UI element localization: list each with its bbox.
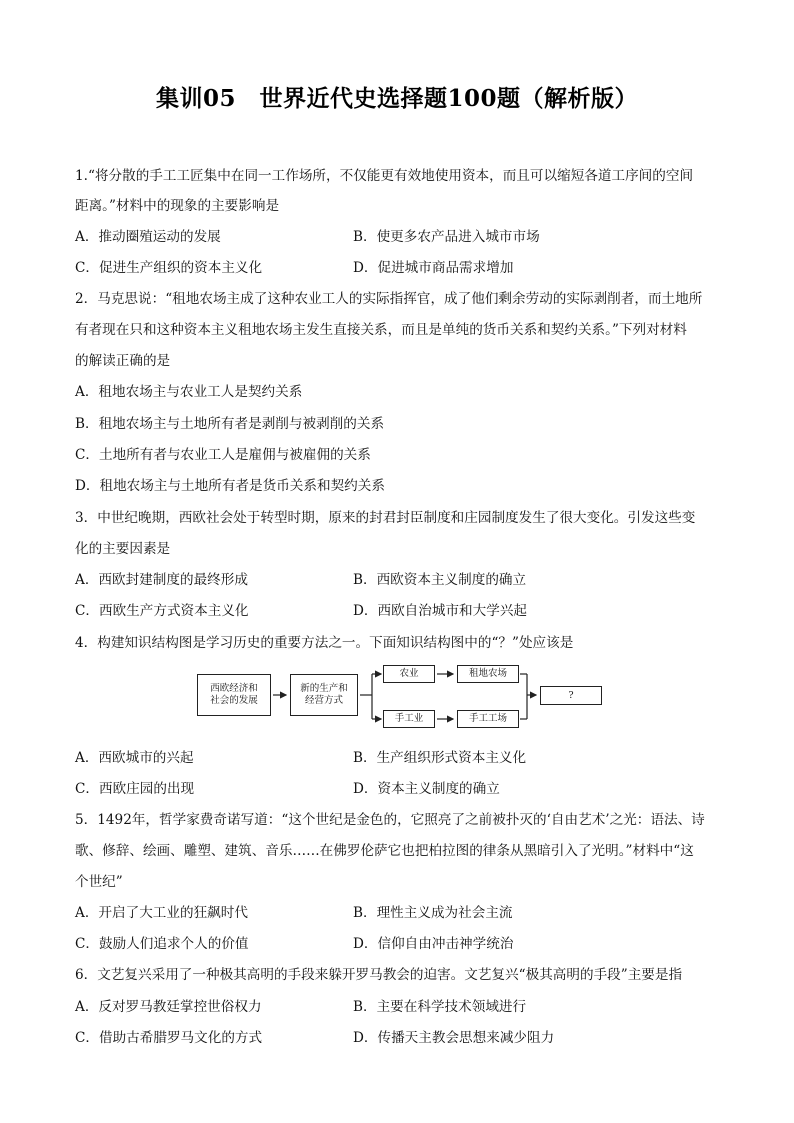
box-economy-society: 西欧经济和 社会的发展 [197,674,271,716]
question-5-line-3: 个世纪” [75,874,123,890]
question-5-option-d[interactable]: D．信仰自由冲击神学统治 [353,936,514,952]
question-5-option-a[interactable]: A．开启了大工业的狂飙时代 [75,905,248,921]
question-2-option-a[interactable]: A．租地农场主与农业工人是契约关系 [75,384,303,400]
page-title: 集训05 世界近代史选择题100题（解析版） [155,85,639,112]
question-1-option-a[interactable]: A．推动圈殖运动的发展 [75,229,221,245]
question-1-option-c[interactable]: C．促进生产组织的资本主义化 [75,260,263,276]
question-1-option-b[interactable]: B．使更多农产品进入城市市场 [353,229,540,245]
question-6-option-b[interactable]: B．主要在科学技术领域进行 [353,999,527,1015]
question-2-line-3: 的解读正确的是 [75,353,171,369]
question-6-option-a[interactable]: A．反对罗马教廷掌控世俗权力 [75,999,262,1015]
question-4-line-1: 4．构建知识结构图是学习历史的重要方法之一。下面知识结构图中的“？”处应该是 [75,635,574,651]
question-3-option-c[interactable]: C．西欧生产方式资本主义化 [75,603,249,619]
question-2-line-1: 2．马克思说：“租地农场主成了这种农业工人的实际指挥官，成了他们剩余劳动的实际剥削者，而土地所 [75,291,703,307]
question-2-option-c[interactable]: C．土地所有者与农业工人是雇佣与被雇佣的关系 [75,447,371,463]
question-6-option-d[interactable]: D．传播天主教会思想来减少阻力 [353,1030,555,1046]
box-workshop: 手工工场 [457,710,519,728]
question-3-line-1: 3．中世纪晚期，西欧社会处于转型时期，原来的封君封臣制度和庄园制度发生了很大变化。引发这些变 [75,510,696,526]
box-new-production: 新的生产和 经营方式 [290,674,358,716]
question-5-line-1: 5．1492年，哲学家费奇诺写道：“这个世纪是金色的，它照亮了之前被扑灭的‘自由艺术’之光：语法、诗 [75,812,705,828]
question-5-option-b[interactable]: B．理性主义成为社会主流 [353,905,513,921]
question-5-option-c[interactable]: C．鼓励人们追求个人的价值 [75,936,249,952]
question-6-option-c[interactable]: C．借助古希腊罗马文化的方式 [75,1030,263,1046]
question-2-option-b[interactable]: B．租地农场主与土地所有者是剥削与被剥削的关系 [75,416,385,432]
question-4-option-b[interactable]: B．生产组织形式资本主义化 [353,750,527,766]
question-4-option-a[interactable]: A．西欧城市的兴起 [75,750,194,766]
question-2-line-2: 有者现在只和这种资本主义租地农场主发生直接关系，而且是单纯的货币关系和契约关系。”下列对材料 [75,322,687,338]
question-3-line-2: 化的主要因素是 [75,541,171,557]
box-agriculture: 农业 [383,665,435,683]
question-2-option-d[interactable]: D．租地农场主与土地所有者是货币关系和契约关系 [75,478,385,494]
box-unknown-result: ? [540,686,602,705]
question-4-option-d[interactable]: D．资本主义制度的确立 [353,781,500,797]
box-handicraft: 手工业 [383,710,435,728]
question-3-option-d[interactable]: D．西欧自治城市和大学兴起 [353,603,528,619]
question-1-line-1: 1.“将分散的手工工匠集中在同一工作场所，不仅能更有效地使用资本，而且可以缩短各道工序间的空间 [75,168,694,184]
question-1-option-d[interactable]: D．促进城市商品需求增加 [353,260,514,276]
question-3-option-b[interactable]: B．西欧资本主义制度的确立 [353,572,527,588]
question-4-option-c[interactable]: C．西欧庄园的出现 [75,781,195,797]
knowledge-structure-diagram [195,660,607,742]
question-1-line-2: 距离。”材料中的现象的主要影响是 [75,198,280,214]
question-6-line-1: 6．文艺复兴采用了一种极其高明的手段来躲开罗马教会的迫害。文艺复兴“极其高明的手段”主要是指 [75,967,683,983]
question-5-line-2: 歌、修辞、绘画、雕塑、建筑、音乐……在佛罗伦萨它也把柏拉图的律条从黑暗引入了光明。”材料中“这 [75,843,694,859]
box-tenant-farm: 租地农场 [457,665,519,683]
question-3-option-a[interactable]: A．西欧封建制度的最终形成 [75,572,248,588]
